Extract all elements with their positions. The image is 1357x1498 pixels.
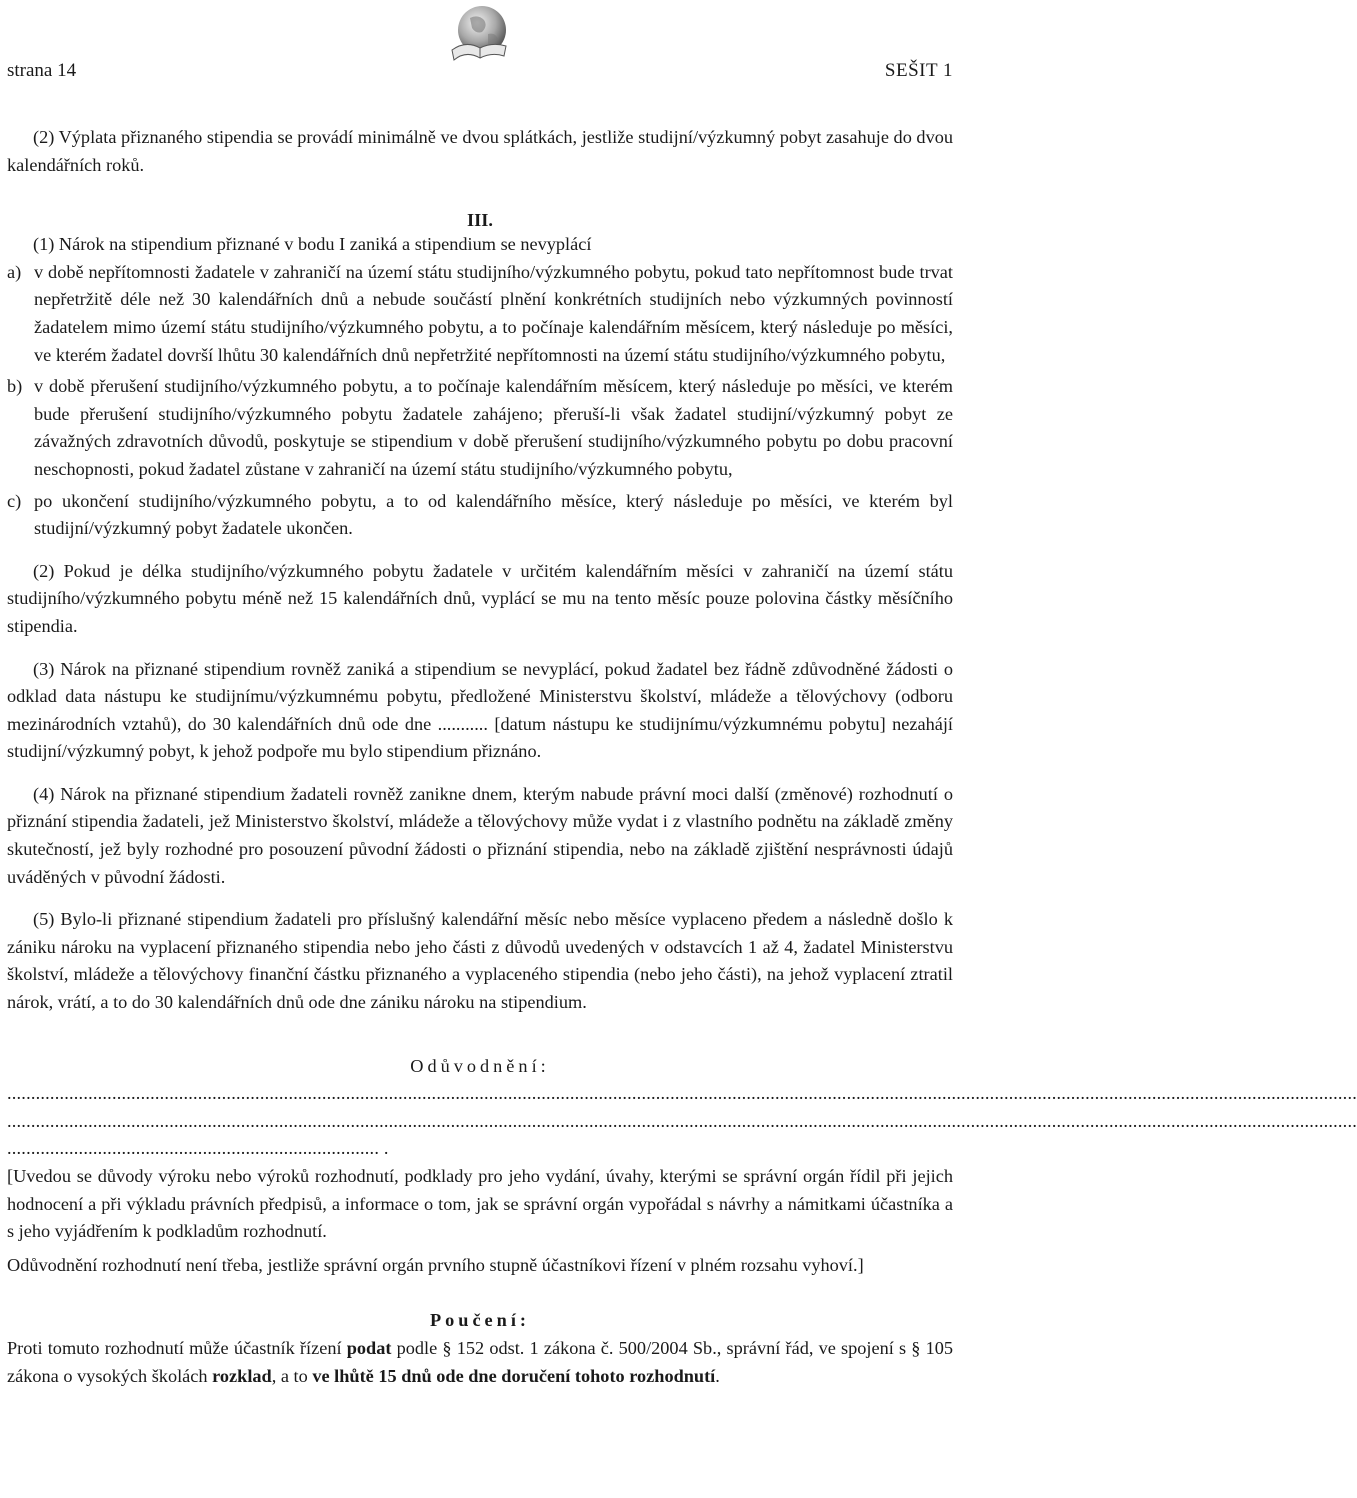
list-item <box>7 259 953 369</box>
section3-paragraph-3: (3) Nárok na přiznané stipendium rovněž zaniká a stipendium se nevyplácí, pokud žadatel bez řádně zdůvodněné žádosti o odklad data nástupu ke studijnímu/výzkumnému pobytu, předložené Ministerstvu školství, mládeže a tělovýchovy (odboru mezinárodních vztahů), do 30 kalendářních dnů ode dne ........... [datum nástupu ke studijnímu/výzkumnému pobytu] nezahájí studijní/výzkumný pobyt, k jehož podpoře mu bylo stipendium přiznáno. <box>7 658 953 762</box>
emphasis: ve lhůtě 15 dnů ode dne doručení tohoto rozhodnutí <box>312 1365 716 1386</box>
emphasis: rozklad <box>212 1365 272 1386</box>
list-item-label: b) <box>7 376 23 397</box>
list-item-text: v době nepřítomnosti žadatele v zahraničí na území státu studijního/výzkumného pobytu, pokud tato nepřítomnost bude trvat nepřetržitě déle než 30 kalendářních dnů a nebude součástí plnění konkrétních studijních nebo výzkumných povinností žadatelem mimo území státu studijního/výzkumného pobytu, a to počínaje kalendářním měsícem, který následuje po měsíci, ve kterém žadatel dovrší lhůtu 30 kalendářních dnů nepřetržité nepřítomnosti na území státu studijního/výzkumného pobytu, <box>34 261 953 365</box>
justification-dots-line: ........................................................................................................................................................................................................................................................................................... <box>7 1083 1357 1104</box>
section-title-III: III. <box>467 210 493 231</box>
list-item-label: c) <box>7 490 22 511</box>
instruction-title: Poučení: <box>429 1310 531 1331</box>
document-body <box>7 124 1357 1390</box>
justification-dots-line: ........................................................................................................................................................................................................................................................................................... <box>7 1110 1357 1131</box>
list-item <box>7 373 953 483</box>
page-number: strana 14 <box>7 60 77 81</box>
list-item <box>7 488 953 543</box>
globe-book-icon <box>448 4 512 64</box>
section3-intro: (1) Nárok na stipendium přiznané v bodu I zaniká a stipendium se nevyplácí <box>33 234 592 255</box>
section3-paragraph-2: (2) Pokud je délka studijního/výzkumného pobytu žadatele v určitém kalendářním měsíci v zahraničí na území státu studijního/výzkumného pobytu méně než 15 kalendářních dnů, vyplácí se mu na tento měsíc pouze polovina částky měsíčního stipendia. <box>7 560 953 636</box>
emphasis: podat <box>346 1337 392 1358</box>
section2-paragraph-2: (2) Výplata přiznaného stipendia se provádí minimálně ve dvou splátkách, jestliže studijní/výzkumný pobyt zasahuje do dvou kalendářních roků. <box>7 127 953 175</box>
justification-note: [Uvedou se důvody výroku nebo výroků rozhodnutí, podklady pro jeho vydání, úvahy, kterými se správní orgán řídil při jejich hodnocení a při výkladu právních předpisů, a informace o tom, jak se správní orgán vypořádal s návrhy a námitkami účastníka a s jeho vyjádřením k podkladům rozhodnutí. <box>7 1166 953 1242</box>
instruction-text: Proti tomuto rozhodnutí může účastník řízení podat podle § 152 odst. 1 zákona č. 500/2004 Sb., správní řád, ve spojení s § 105 zákona o vysokých školách rozklad, a to ve lhůtě 15 dnů ode dne doručení tohoto rozhodnutí. <box>7 1337 954 1386</box>
list-item-label: a) <box>7 261 22 282</box>
justification-title: Odůvodnění: <box>410 1055 550 1076</box>
list-item-text: po ukončení studijního/výzkumného pobytu, a to od kalendářního měsíce, který následuje po měsíci, ve kterém byl studijní/výzkumný pobyt žadatele ukončen. <box>34 490 953 539</box>
justification-dots-line: .............................................................................. . <box>7 1138 389 1159</box>
issue-label: SEŠIT 1 <box>884 60 953 81</box>
section3-paragraph-5: (5) Bylo-li přiznané stipendium žadateli pro příslušný kalendářní měsíc nebo měsíce vyplaceno předem a následně došlo k zániku nároku na vyplacení přiznaného stipendia nebo jeho části z důvodů uvedených v odstavcích 1 až 4, žadatel Ministerstvu školství, mládeže a tělovýchovy finanční částku přiznaného a vyplaceného stipendia (nebo jeho části), na jehož vyplacení ztratil nárok, vrátí, a to do 30 kalendářních dnů ode dne zániku nároku na stipendium. <box>7 909 953 1013</box>
justification-note-2: Odůvodnění rozhodnutí není třeba, jestliže správní orgán prvního stupně účastníkovi řízení v plném rozsahu vyhoví.] <box>7 1254 864 1275</box>
section3-paragraph-4: (4) Nárok na přiznané stipendium žadateli rovněž zanikne dnem, kterým nabude právní moci další (změnové) rozhodnutí o přiznání stipendia žadateli, jež Ministerstvo školství, mládeže a tělovýchovy může vydat i z vlastního podnětu na základě změny skutečností, jež byly rozhodné pro posouzení původní žádosti o přiznání stipendia, nebo na základě zjištění nesprávnosti údajů uváděných v původní žádosti. <box>7 783 953 887</box>
list-item-text: v době přerušení studijního/výzkumného pobytu, a to počínaje kalendářním měsícem, který následuje po měsíci, ve kterém bude přerušení studijního/výzkumného pobytu žadatele zahájeno; přeruší-li však žadatel studijní/výzkumný pobyt ze závažných zdravotních důvodů, poskytuje se stipendium v době přerušení studijního/výzkumného pobytu po dobu pracovní neschopnosti, pokud žadatel zůstane v zahraničí na území státu studijního/výzkumného pobytu, <box>34 376 953 479</box>
